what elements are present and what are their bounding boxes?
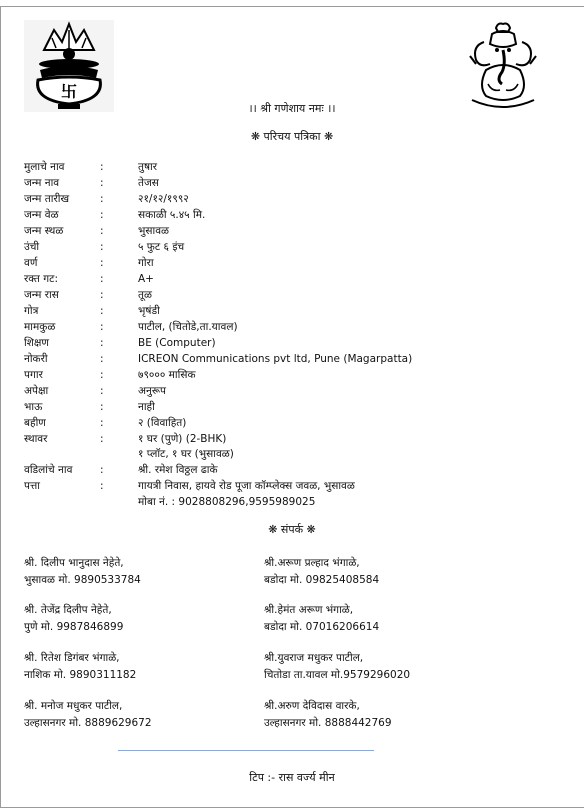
invocation: ।। श्री गणेशाय नमः ।। (248, 102, 336, 115)
ganesha-icon (462, 20, 544, 112)
contacts-title: ❋ संपर्क ❋ (268, 523, 316, 536)
contact-entry: श्री.अरुण देविदास वारके, उल्हासनगर मो. 8888442769 (264, 700, 392, 729)
contact-entry: श्री.अरूण प्रल्हाद भंगाळे, बडोदा मो. 09825408584 (264, 557, 380, 586)
contact-entry: श्री. रितेश डिगंबर भंगाळे, नाशिक मो. 9890311182 (24, 652, 137, 681)
kalash-logo (24, 20, 114, 112)
contact-entry: श्री. दिलीप भानुदास नेहेते, भुसावळ मो. 9890533784 (24, 557, 141, 586)
note: टिप :- रास वर्ज्य मीन (249, 771, 335, 784)
divider-line (118, 750, 374, 751)
contact-entry: श्री. मनोज मधुकर पाटील, उल्हासनगर मो. 8889629672 (24, 700, 152, 729)
mobile-numbers: मोबा नं. : 9028808296,9595989025 (138, 496, 316, 508)
contact-entry: श्री.हेमंत अरूण भंगाळे, बडोदा मो. 07016206614 (264, 604, 380, 633)
contact-entry: श्री.युवराज मधुकर पाटील, चितोडा ता.यावल मो.9579296020 (264, 652, 411, 681)
property-extra: १ प्लॉट, १ घर (भुसावळ) (138, 448, 234, 460)
svg-text:卐: 卐 (60, 82, 78, 101)
contact-entry: श्री. तेजेंद्र दिलीप नेहेते, पुणे मो. 9987846899 (24, 604, 124, 633)
page-title: ❋ परिचय पत्रिका ❋ (250, 130, 334, 143)
